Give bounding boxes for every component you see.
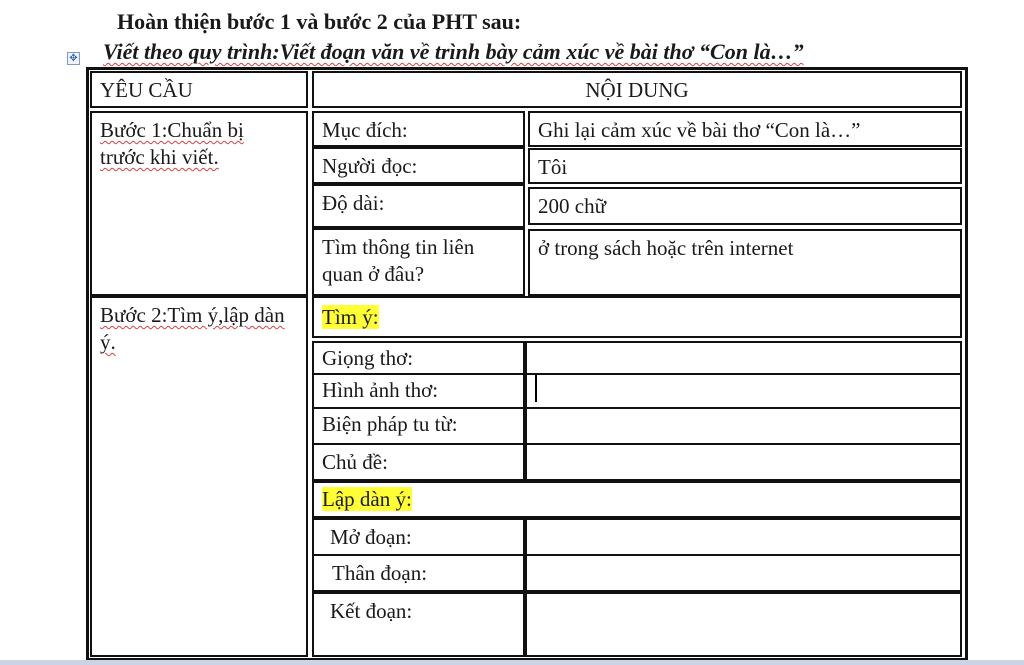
- poem-image-value[interactable]: [525, 373, 962, 409]
- rhetoric-value[interactable]: [525, 407, 962, 445]
- length-label: Độ dài:: [312, 184, 525, 228]
- move-cross-icon[interactable]: ✥: [67, 52, 80, 65]
- conclusion-label: Kết đoạn:: [312, 592, 525, 657]
- poem-image-label: Hình ảnh thơ:: [312, 373, 525, 409]
- find-ideas-heading-cell: [312, 296, 962, 338]
- outline-heading-cell: [312, 481, 962, 518]
- intro-value[interactable]: [525, 518, 962, 556]
- source-label: Tìm thông tin liên quan ở đâu?: [312, 228, 525, 296]
- header-requirement: YÊU CẦU: [90, 71, 308, 108]
- find-ideas-heading: Tìm ý:: [322, 305, 379, 329]
- reader-value[interactable]: Tôi: [528, 148, 962, 184]
- source-value[interactable]: ở trong sách hoặc trên internet: [528, 229, 962, 296]
- reader-label: Người đọc:: [312, 147, 525, 184]
- intro-label: Mở đoạn:: [312, 518, 525, 556]
- theme-value[interactable]: [525, 443, 962, 481]
- text-cursor: [535, 375, 537, 402]
- body-value[interactable]: [525, 554, 962, 592]
- header-content: NỘI DUNG: [312, 71, 962, 108]
- theme-label: Chủ đề:: [312, 443, 525, 481]
- outline-heading: Lập dàn ý:: [322, 487, 412, 511]
- step1-label: Bước 1:Chuẩn bị trước khi viết.: [90, 111, 308, 296]
- document-title: Hoàn thiện bước 1 và bước 2 của PHT sau:: [117, 9, 522, 34]
- purpose-label: Mục đích:: [312, 111, 525, 147]
- length-value[interactable]: 200 chữ: [528, 187, 962, 225]
- poem-voice-value[interactable]: [525, 341, 962, 375]
- window-bottom-edge: [0, 660, 1024, 665]
- document-subtitle: Viết theo quy trình:Viết đoạn văn về trình bày cảm xúc về bài thơ “Con là…”: [103, 39, 804, 64]
- rhetoric-label: Biện pháp tu từ:: [312, 407, 525, 445]
- purpose-value[interactable]: Ghi lại cảm xúc về bài thơ “Con là…”: [528, 111, 962, 147]
- body-label: Thân đoạn:: [312, 554, 525, 592]
- step2-label: Bước 2:Tìm ý,lập dàn ý.: [90, 296, 308, 657]
- conclusion-value[interactable]: [525, 592, 962, 657]
- poem-voice-label: Giọng thơ:: [312, 341, 525, 375]
